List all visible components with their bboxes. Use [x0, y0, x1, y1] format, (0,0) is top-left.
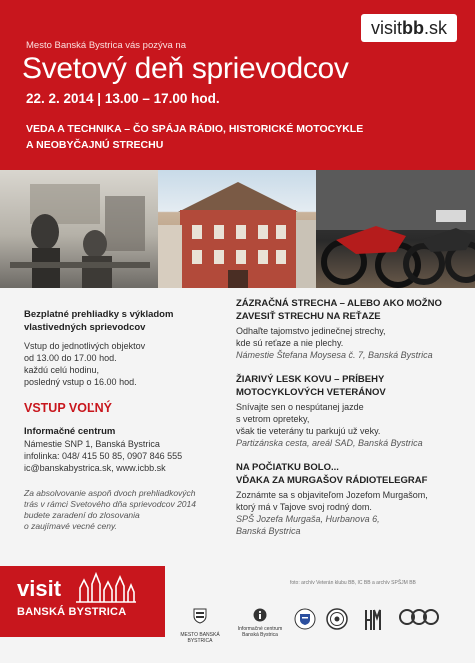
info-icon — [253, 608, 267, 622]
photo-building-roof — [158, 170, 316, 288]
article-radiotelegraph — [236, 461, 456, 537]
partner-veteran-club — [397, 608, 441, 628]
free-entry-label: VSTUP VOĽNÝ — [24, 401, 112, 415]
partner-city: MESTO BANSKÁ BYSTRICA — [175, 608, 225, 644]
intro-text: Mesto Banská Bystrica vás pozýva na — [26, 40, 186, 51]
event-date: 22. 2. 2014 | 13.00 – 17.00 hod. — [26, 91, 220, 106]
city-coat-of-arms-icon — [193, 608, 207, 624]
tour-info-column — [24, 308, 224, 532]
partner-logos — [175, 608, 470, 653]
article-description: Zoznámte sa s objaviteľom Jozefom Murgašom, ktorý má v Tajove svoj rodný dom. — [236, 490, 428, 512]
visit-banska-bystrica-logo — [0, 566, 165, 637]
article-location: Námestie Štefana Moysesa č. 7, Banská Bystrica — [236, 350, 433, 360]
photo-radio-telegraph — [0, 170, 158, 288]
event-theme: VEDA A TECHNIKA – ČO SPÁJA RÁDIO, HISTORICKÉ MOTOCYKLE A NEOBYČAJNÚ STRECHU — [26, 123, 364, 151]
page-title: Svetový deň sprievodcov — [22, 52, 349, 85]
article-location: SPŠ Jozefa Murgaša, Hurbanova 6, Banská Bystrica — [236, 514, 380, 536]
visit-subtitle: BANSKÁ BYSTRICA — [17, 606, 127, 618]
info-center-contacts: Námestie SNP 1, Banská Bystrica infolinka: 048/ 415 50 85, 0907 846 555 ic@banskabystrica.sk, www.icbb.sk — [24, 439, 183, 473]
article-motorcycles — [236, 373, 456, 449]
tours-title: Bezplatné prehliadky s výkladom vlastivedných sprievodcov — [24, 309, 174, 333]
veteran-club-logo-icon — [398, 608, 440, 626]
visitbb-logo[interactable]: visitbb.sk — [361, 14, 457, 42]
raffle-note: Za absolvovanie aspoň dvoch prehliadkových trás v rámci Svetového dňa sprievodcov 2014 budete zaradení do zlosovania o zaujímavé vecné ceny. — [24, 488, 196, 531]
info-center-title: Informačné centrum — [24, 426, 116, 437]
photo-credit: foto: archív Veterán klubu BB, IC BB a archív SPŠJM BB — [290, 580, 416, 586]
tour-list-column — [236, 297, 456, 549]
photo-motorcycles — [316, 170, 475, 288]
town-skyline-icon — [76, 572, 136, 604]
partner-monogram — [363, 608, 383, 634]
article-title: ZÁZRAČNÁ STRECHA – ALEBO AKO MOŽNO ZAVESIŤ STRECHU NA REŤAZE — [236, 298, 442, 322]
article-location: Partizánska cesta, areál SAD, Banská Bystrica — [236, 438, 423, 448]
entry-times: Vstup do jednotlivých objektov od 13.00 do 17.00 hod. každú celú hodinu, posledný vstup o 16.00 hod. — [24, 341, 146, 387]
region-emblem-icon — [294, 608, 316, 630]
article-description: Snívajte sen o nespútanej jazde s vetrom opreteky, však tie veterány tu parkujú už veky. — [236, 402, 381, 436]
partner-seal — [325, 608, 349, 632]
photo-strip — [0, 170, 475, 288]
partner-region-emblem — [293, 608, 317, 632]
monogram-logo-icon — [364, 608, 382, 632]
article-title: ŽIARIVÝ LESK KOVU – PRÍBEHY MOTOCYKLOVÝCH VETERÁNOV — [236, 374, 386, 398]
partner-info-center: Informačné centrum Banská Bystrica — [235, 608, 285, 638]
article-description: Odhaľte tajomstvo jedinečnej strechy, kde sú reťaze a nie plechy. — [236, 326, 386, 348]
article-roof — [236, 297, 456, 361]
header-banner — [0, 0, 475, 170]
visit-word: visit — [17, 576, 62, 601]
round-seal-icon — [326, 608, 348, 630]
article-title: NA POČIATKU BOLO... VĎAKA ZA MURGAŠOV RÁDIOTELEGRAF — [236, 462, 428, 486]
